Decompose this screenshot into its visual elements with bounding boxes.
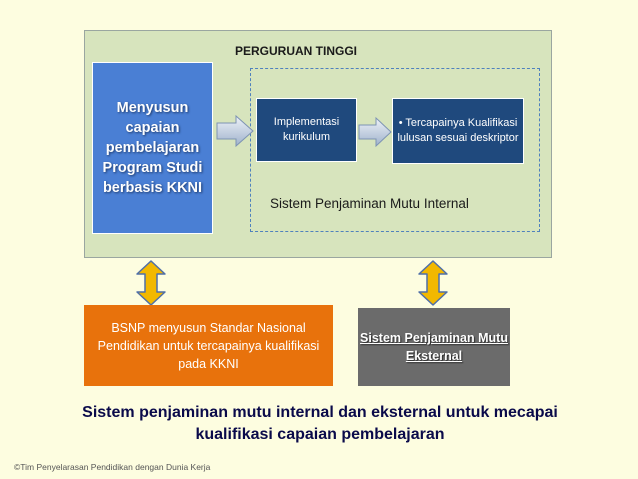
bsnp-standar-label: BSNP menyusun Standar Nasional Pendidikan untuk tercapainya kualifikasi pada KKNI (97, 320, 320, 371)
bsnp-standar-box (84, 305, 333, 386)
double-arrow-icon (136, 260, 166, 306)
spme-box (358, 308, 510, 386)
footer-credit: ©Tim Penyelarasan Pendidikan dengan Dunia Kerja (14, 462, 211, 472)
menyusun-capaian-label: Menyusun capaian pembelajaran Program Studi berbasis KKNI (102, 100, 203, 196)
slide-caption: Sistem penjaminan mutu internal dan eksternal untuk mecapai kualifikasi capaian pembelajaran (82, 404, 558, 443)
right-arrow-icon (358, 117, 392, 147)
tercapainya-kualifikasi-box (392, 98, 524, 164)
double-arrow-icon (418, 260, 448, 306)
panel-title: PERGURUAN TINGGI (235, 44, 358, 58)
implementasi-kurikulum-label: Implementasi kurikulum (273, 116, 340, 143)
spmi-label: Sistem Penjaminan Mutu Internal (270, 196, 469, 211)
menyusun-capaian-box (92, 62, 213, 234)
tercapainya-kualifikasi-label: • Tercapainya Kualifikasi lulusan sesuai deskriptor (397, 117, 519, 144)
spme-label: Sistem Penjaminan Mutu Eksternal (360, 331, 508, 363)
implementasi-kurikulum-box (256, 98, 357, 162)
right-arrow-icon (216, 115, 254, 147)
